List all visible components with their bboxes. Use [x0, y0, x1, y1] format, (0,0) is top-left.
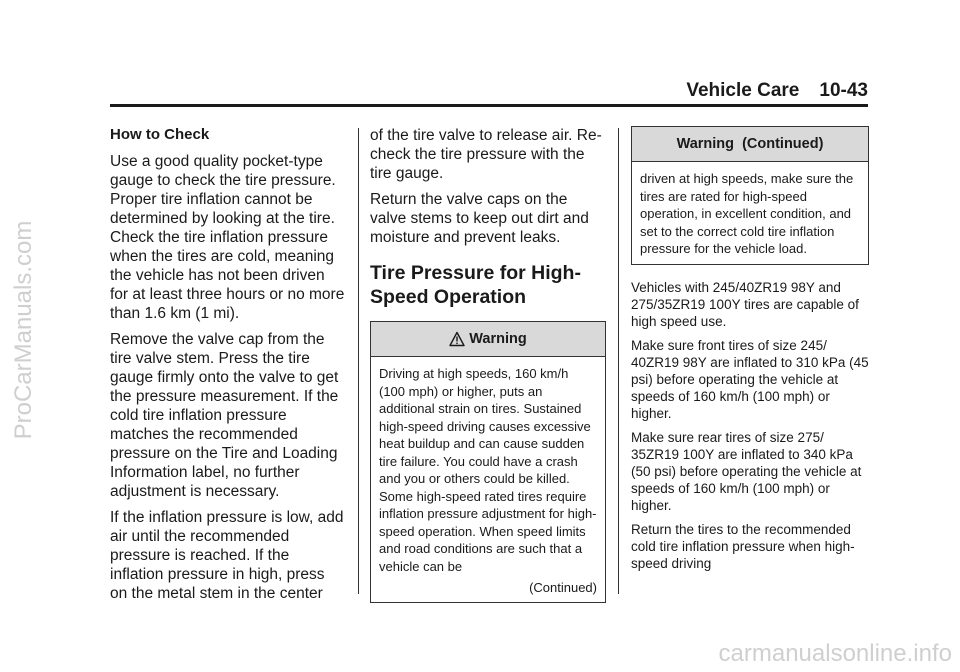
section-name: Vehicle Care: [686, 80, 800, 101]
header-rule: [110, 104, 868, 107]
paragraph: Return the valve caps on the valve stems to keep out dirt and moisture and prevent leaks.: [370, 191, 589, 246]
warning-body: [632, 162, 868, 264]
side-watermark-text: ProCarManuals.com: [10, 220, 37, 440]
warning-box: [370, 321, 606, 603]
paragraph: Use a good quality pocket-type gauge to check the tire pressure. Proper tire inflation cannot be determined by looking at the tire. Check the tire inflation pressure when the tires are cold, meaning the vehicle has not been driven for at least three hours or no more than 1.6 km (1 mi).: [110, 153, 345, 322]
warning-box-continued: [631, 126, 869, 265]
subheading-how-to-check: How to Check: [110, 126, 210, 143]
column-3: [631, 126, 869, 579]
page-number: 10-43: [819, 80, 868, 101]
column-divider: [618, 128, 619, 594]
continued-label: (Continued): [529, 580, 597, 595]
paragraph: Vehicles with 245/40ZR19 98Y and 275/35ZR19 100Y tires are capable of high speed use.: [631, 279, 859, 329]
header-title: [686, 80, 868, 102]
paragraph: Remove the valve cap from the tire valve stem. Press the tire gauge firmly onto the valve to get the pressure measurement. If the cold tire inflation pressure matches the recommended pressure on the Tire and Loading Information label, no further adjustment is necessary.: [110, 331, 339, 500]
warning-title: Warning (Continued): [676, 136, 824, 152]
side-watermark: [4, 0, 44, 672]
column-1: [110, 126, 346, 610]
warning-icon: [449, 331, 465, 347]
column-divider: [358, 128, 359, 594]
warning-header: [371, 322, 605, 357]
warning-text: driven at high speeds, make sure the tires are rated for high-speed operation, in excellent condition, and set to the correct cold tire inflation pressure for the vehicle load.: [640, 171, 854, 256]
warning-header: [632, 127, 868, 162]
warning-text: Driving at high speeds, 160 km/h (100 mph) or higher, puts an additional strain on tires. Sustained high-speed driving causes excessive heat buildup and can cause sudden tire failure. You could have a crash and you or others could be killed. Some high-speed rated tires require inflation pressure adjustment for high-speed operation. When speed limits and road conditions are such that a vehicle can be: [379, 366, 597, 574]
column-2: [370, 126, 606, 603]
bottom-watermark: carmanualsonline.info: [718, 640, 952, 667]
paragraph: If the inflation pressure is low, add air until the recommended pressure is reached. If the inflation pressure in high, press on the metal stem in the center: [110, 509, 344, 602]
warning-title: Warning: [469, 331, 527, 347]
paragraph: of the tire valve to release air. Re-check the tire pressure with the tire gauge.: [370, 127, 602, 182]
paragraph: Make sure front tires of size 245/ 40ZR19 98Y are inflated to 310 kPa (45 psi) before operating the vehicle at speeds of 160 km/h (100 mph) or higher.: [631, 337, 869, 421]
paragraph: Make sure rear tires of size 275/ 35ZR19 100Y are inflated to 340 kPa (50 psi) before operating the vehicle at speeds of 160 km/h (100 mph) or higher.: [631, 429, 862, 513]
paragraph: Return the tires to the recommended cold tire inflation pressure when high-speed driving: [631, 521, 855, 571]
warning-body: [371, 357, 605, 602]
page-header: [110, 80, 868, 106]
section-title: Tire Pressure for High-Speed Operation: [370, 262, 581, 308]
